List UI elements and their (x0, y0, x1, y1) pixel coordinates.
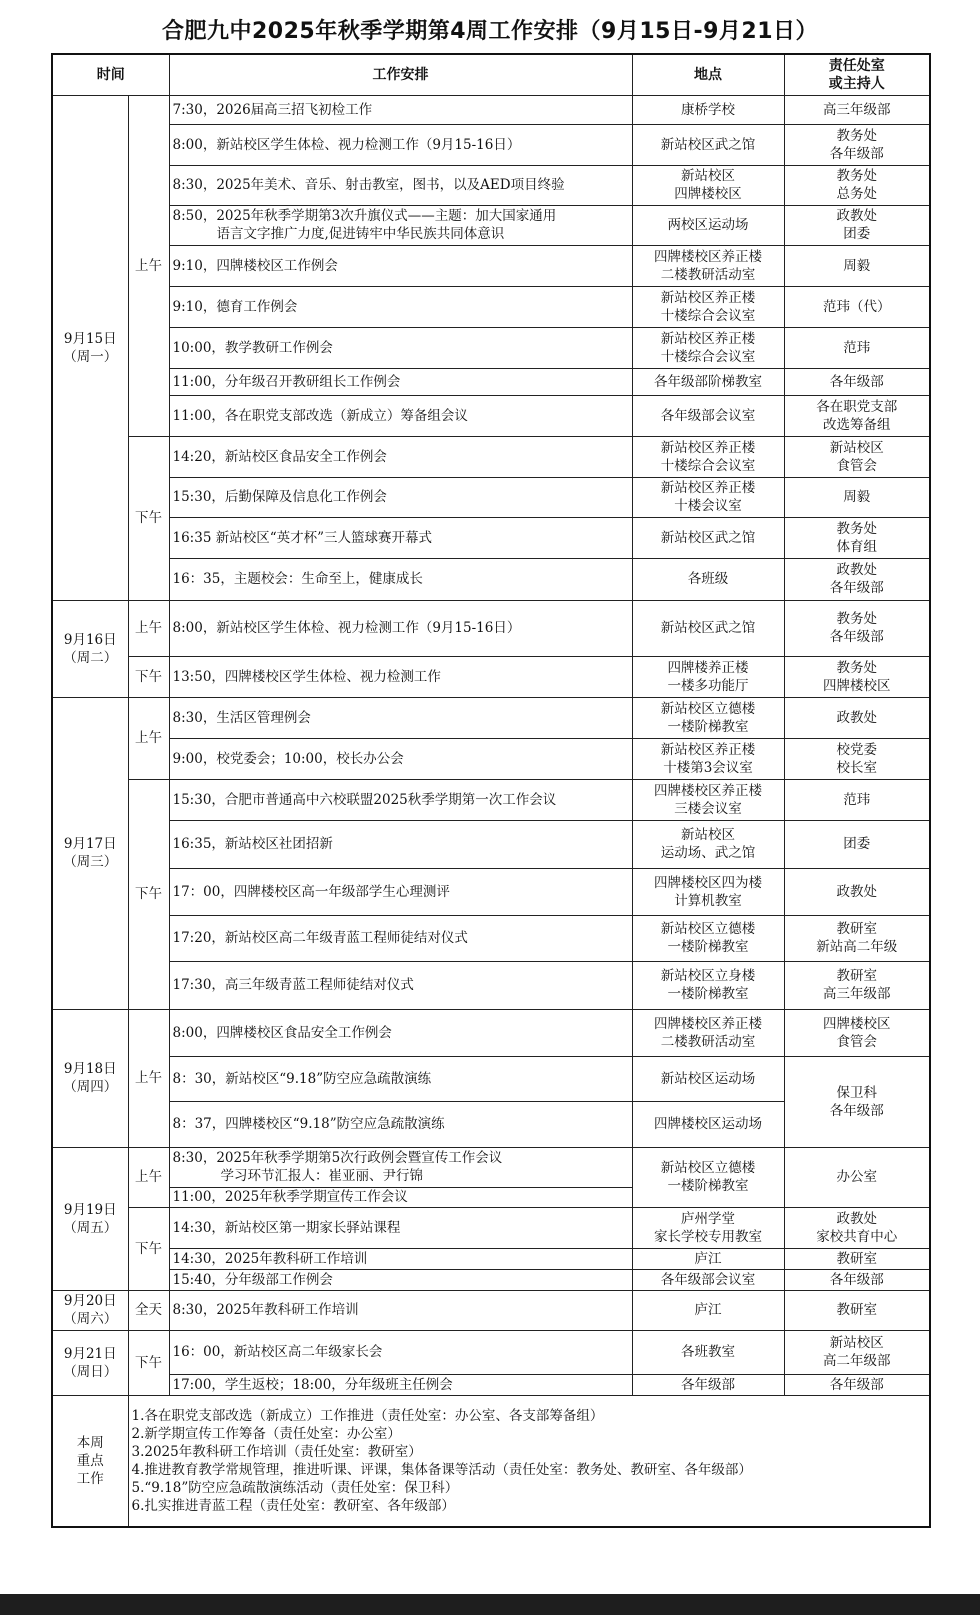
place-cell: 庐江 (632, 1248, 784, 1269)
work-cell: 9:00，校党委会；10:00，校长办公会 (169, 738, 632, 779)
work-cell: 8:00，新站校区学生体检、视力检测工作（9月15-16日） (169, 600, 632, 656)
focus-item: 6.扎实推进青蓝工程（责任处室：教研室、各年级部） (131, 1497, 455, 1514)
place-cell: 新站校区武之馆 (632, 600, 784, 656)
table-row (52, 1374, 930, 1395)
place-cell: 各班教室 (632, 1330, 784, 1374)
owner-cell: 各年级部 (784, 1374, 930, 1395)
work-cell: 14:30，2025年教科研工作培训 (169, 1248, 632, 1269)
period-pm: 下午 (128, 779, 169, 1009)
place-cell: 两校区运动场 (632, 205, 784, 245)
owner-cell: 各在职党支部 改选筹备组 (784, 395, 930, 436)
owner-cell: 各年级部 (784, 1269, 930, 1290)
work-cell: 8:30，2025年教科研工作培训 (169, 1290, 632, 1330)
owner-cell: 政教处 家校共育中心 (784, 1207, 930, 1248)
owner-cell: 办公室 (784, 1147, 930, 1207)
focus-item: 3.2025年教科研工作培训（责任处室：教研室） (131, 1443, 422, 1460)
place-cell: 新站校区养正楼 十楼综合会议室 (632, 436, 784, 477)
work-cell: 7:30，2026届高三招飞初检工作 (169, 95, 632, 124)
period-pm: 下午 (128, 656, 169, 697)
table-row (52, 245, 930, 286)
table-row (52, 820, 930, 868)
table-row (52, 1269, 930, 1290)
table-row (52, 779, 930, 820)
work-cell: 17:30，高三年级青蓝工程师徒结对仪式 (169, 961, 632, 1009)
table-row (52, 165, 930, 205)
header-work: 工作安排 (169, 54, 632, 95)
period-am: 上午 (128, 697, 169, 779)
place-cell: 四牌楼养正楼 一楼多功能厅 (632, 656, 784, 697)
owner-cell: 教研室 (784, 1248, 930, 1269)
table-row (52, 558, 930, 600)
period-pm: 下午 (128, 436, 169, 600)
header-row (52, 54, 930, 95)
place-cell: 新站校区立德楼 一楼阶梯教室 (632, 1147, 784, 1207)
table-row (52, 395, 930, 436)
period-am: 上午 (128, 600, 169, 656)
table-row (52, 697, 930, 738)
owner-cell: 各年级部 (784, 368, 930, 395)
work-cell: 16:35，新站校区社团招新 (169, 820, 632, 868)
work-cell: 15:40，分年级部工作例会 (169, 1269, 632, 1290)
work-cell: 16：35，主题校会：生命至上，健康成长 (169, 558, 632, 600)
focus-label: 本周 重点 工作 (52, 1395, 128, 1527)
owner-cell: 政教处 (784, 697, 930, 738)
work-cell: 10:00，教学教研工作例会 (169, 327, 632, 368)
work-cell: 9:10，四牌楼校区工作例会 (169, 245, 632, 286)
work-cell: 8:00，四牌楼校区食品安全工作例会 (169, 1009, 632, 1056)
table-row (52, 1147, 930, 1187)
owner-cell: 教务处 体育组 (784, 517, 930, 558)
table-row (52, 961, 930, 1009)
place-cell: 新站校区养正楼 十楼综合会议室 (632, 286, 784, 327)
work-cell: 11:00，2025年秋季学期宣传工作会议 (169, 1187, 632, 1207)
work-cell: 8:30，生活区管理例会 (169, 697, 632, 738)
bottom-bar (0, 1594, 980, 1615)
work-cell: 14:30，新站校区第一期家长驿站课程 (169, 1207, 632, 1248)
table-row (52, 1207, 930, 1248)
place-cell: 新站校区立身楼 一楼阶梯教室 (632, 961, 784, 1009)
place-cell: 各班级 (632, 558, 784, 600)
place-cell: 庐州学堂 家长学校专用教室 (632, 1207, 784, 1248)
owner-cell: 教务处 各年级部 (784, 124, 930, 165)
place-cell: 新站校区 运动场、武之馆 (632, 820, 784, 868)
place-cell: 新站校区立德楼 一楼阶梯教室 (632, 915, 784, 961)
table-row (52, 517, 930, 558)
owner-cell: 教务处 总务处 (784, 165, 930, 205)
owner-cell: 教研室 (784, 1290, 930, 1330)
owner-cell: 教研室 新站高二年级 (784, 915, 930, 961)
work-cell: 11:00，各在职党支部改选（新成立）筹备组会议 (169, 395, 632, 436)
owner-cell: 政教处 团委 (784, 205, 930, 245)
owner-cell: 四牌楼校区 食管会 (784, 1009, 930, 1056)
owner-cell: 校党委 校长室 (784, 738, 930, 779)
place-cell: 新站校区运动场 (632, 1056, 784, 1101)
period-am: 上午 (128, 1009, 169, 1147)
owner-cell: 高三年级部 (784, 95, 930, 124)
place-cell: 新站校区养正楼 十楼综合会议室 (632, 327, 784, 368)
work-cell: 11:00，分年级召开教研组长工作例会 (169, 368, 632, 395)
owner-cell: 团委 (784, 820, 930, 868)
owner-cell: 新站校区 高二年级部 (784, 1330, 930, 1374)
place-cell: 各年级部 (632, 1374, 784, 1395)
owner-cell: 范玮 (784, 779, 930, 820)
table-row (52, 1248, 930, 1269)
place-cell: 各年级部会议室 (632, 395, 784, 436)
work-cell: 17:20，新站校区高二年级青蓝工程师徒结对仪式 (169, 915, 632, 961)
work-cell: 8:50，2025年秋季学期第3次升旗仪式——主题：加大国家通用 语言文字推广力度,促进铸牢中华民族共同体意识 (169, 205, 632, 245)
focus-list (128, 1395, 930, 1527)
work-cell: 8:30，2025年美术、音乐、射击教室，图书，以及AED项目终验 (169, 165, 632, 205)
table-row (52, 1290, 930, 1330)
place-cell: 四牌楼校区运动场 (632, 1101, 784, 1147)
place-cell: 四牌楼校区养正楼 三楼会议室 (632, 779, 784, 820)
table-row (52, 205, 930, 245)
period-allday: 全天 (128, 1290, 169, 1330)
table-row (52, 327, 930, 368)
table-row (52, 1056, 930, 1101)
work-cell: 9:10，德育工作例会 (169, 286, 632, 327)
schedule-table (51, 53, 931, 1528)
place-cell: 新站校区武之馆 (632, 517, 784, 558)
work-cell: 13:50，四牌楼校区学生体检、视力检测工作 (169, 656, 632, 697)
day-cell-mon: 9月15日 （周一） (52, 95, 128, 600)
day-cell-sun: 9月21日 （周日） (52, 1330, 128, 1395)
table-row (52, 600, 930, 656)
work-cell: 14:20，新站校区食品安全工作例会 (169, 436, 632, 477)
place-cell: 新站校区养正楼 十楼第3会议室 (632, 738, 784, 779)
owner-cell: 范玮（代） (784, 286, 930, 327)
place-cell: 各年级部阶梯教室 (632, 368, 784, 395)
header-time: 时间 (52, 54, 169, 95)
work-cell: 16:35 新站校区“英才杯”三人篮球赛开幕式 (169, 517, 632, 558)
place-cell: 新站校区武之馆 (632, 124, 784, 165)
table-row (52, 95, 930, 124)
page-title: 合肥九中2025年秋季学期第4周工作安排（9月15日-9月21日） (161, 19, 819, 44)
table-row (52, 286, 930, 327)
table-row (52, 738, 930, 779)
table-row (52, 436, 930, 477)
owner-cell: 范玮 (784, 327, 930, 368)
work-cell: 17:00，学生返校；18:00，分年级班主任例会 (169, 1374, 632, 1395)
table-row (52, 1330, 930, 1374)
period-am: 上午 (128, 95, 169, 436)
period-pm: 下午 (128, 1207, 169, 1290)
owner-cell: 新站校区 食管会 (784, 436, 930, 477)
period-am: 上午 (128, 1147, 169, 1207)
owner-cell: 政教处 (784, 868, 930, 915)
owner-cell: 周毅 (784, 245, 930, 286)
work-cell: 17：00，四牌楼校区高一年级部学生心理测评 (169, 868, 632, 915)
work-cell: 16：00，新站校区高二年级家长会 (169, 1330, 632, 1374)
place-cell: 四牌楼校区养正楼 二楼教研活动室 (632, 245, 784, 286)
focus-item: 5.“9.18”防空应急疏散演练活动（责任处室：保卫科） (131, 1479, 459, 1496)
focus-row (52, 1395, 930, 1527)
owner-cell: 保卫科 各年级部 (784, 1056, 930, 1147)
day-cell-wed: 9月17日 （周三） (52, 697, 128, 1009)
day-cell-sat: 9月20日 （周六） (52, 1290, 128, 1330)
owner-cell: 政教处 各年级部 (784, 558, 930, 600)
focus-item: 2.新学期宣传工作筹备（责任处室：办公室） (131, 1425, 401, 1442)
owner-cell: 周毅 (784, 477, 930, 517)
work-cell: 8：30，新站校区“9.18”防空应急疏散演练 (169, 1056, 632, 1101)
place-cell: 庐江 (632, 1290, 784, 1330)
work-cell: 15:30，合肥市普通高中六校联盟2025秋季学期第一次工作会议 (169, 779, 632, 820)
header-place: 地点 (632, 54, 784, 95)
table-row (52, 868, 930, 915)
table-row (52, 477, 930, 517)
table-row (52, 1009, 930, 1056)
day-cell-thu: 9月18日 （周四） (52, 1009, 128, 1147)
work-cell: 8:00，新站校区学生体检、视力检测工作（9月15-16日） (169, 124, 632, 165)
day-cell-tue: 9月16日 （周二） (52, 600, 128, 697)
work-cell: 8:30，2025年秋季学期第5次行政例会暨宣传工作会议 学习环节汇报人：崔亚丽、尹行锦 (169, 1147, 632, 1187)
place-cell: 新站校区养正楼 十楼会议室 (632, 477, 784, 517)
focus-item: 1.各在职党支部改选（新成立）工作推进（责任处室：办公室、各支部筹备组） (131, 1407, 604, 1424)
place-cell: 新站校区 四牌楼校区 (632, 165, 784, 205)
place-cell: 新站校区立德楼 一楼阶梯教室 (632, 697, 784, 738)
header-owner: 责任处室 或主持人 (784, 54, 930, 95)
place-cell: 各年级部会议室 (632, 1269, 784, 1290)
owner-cell: 教务处 各年级部 (784, 600, 930, 656)
owner-cell: 教研室 高三年级部 (784, 961, 930, 1009)
focus-item: 4.推进教育教学常规管理，推进听课、评课，集体备课等活动（责任处室：教务处、教研室、各年级部） (131, 1461, 752, 1478)
work-cell: 15:30，后勤保障及信息化工作例会 (169, 477, 632, 517)
place-cell: 四牌楼校区养正楼 二楼教研活动室 (632, 1009, 784, 1056)
table-row (52, 124, 930, 165)
table-row (52, 915, 930, 961)
period-pm: 下午 (128, 1330, 169, 1395)
place-cell: 康桥学校 (632, 95, 784, 124)
table-row (52, 368, 930, 395)
owner-cell: 教务处 四牌楼校区 (784, 656, 930, 697)
work-cell: 8：37，四牌楼校区“9.18”防空应急疏散演练 (169, 1101, 632, 1147)
table-row (52, 656, 930, 697)
day-cell-fri: 9月19日 （周五） (52, 1147, 128, 1290)
place-cell: 四牌楼校区四为楼 计算机教室 (632, 868, 784, 915)
